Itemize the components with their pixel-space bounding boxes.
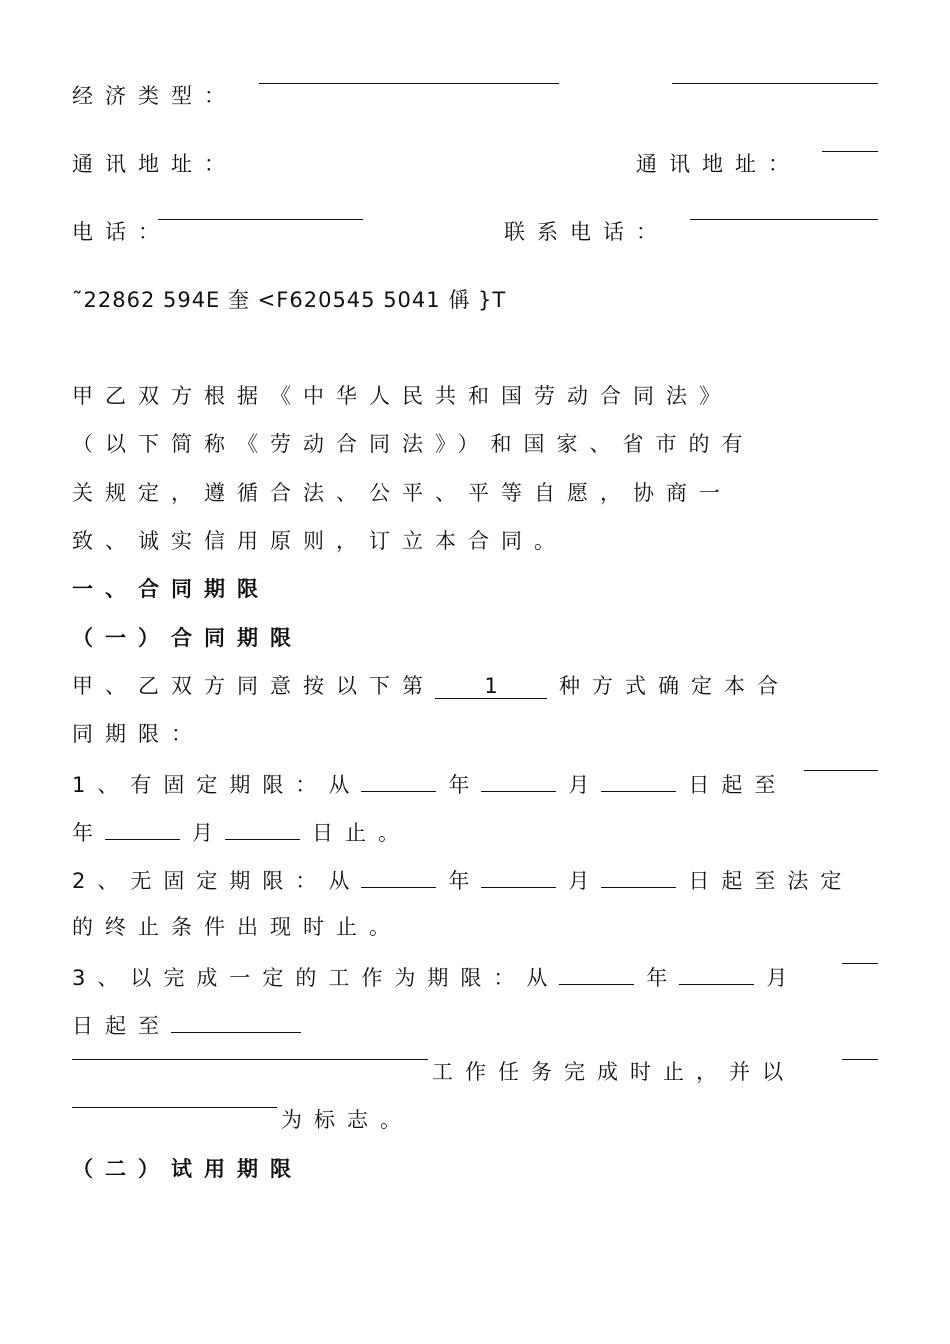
subsection-heading-term: （一）合同期限 [72,626,303,650]
opt3-task-blank[interactable] [72,1058,428,1060]
day-from-to-label: 日起至 [688,773,788,797]
option-2-line-2: 的终止条件出现时止。 [72,915,402,939]
contact-phone-label: 联系电话： [504,220,669,244]
economic-type-blank-right[interactable] [672,82,878,84]
opt1-month-to[interactable] [105,819,180,840]
option-3-label: 3、以完成一定的工作为期限：从 [72,966,560,990]
choice-line-2: 同期限： [72,722,204,746]
opt1-month-from[interactable] [481,771,556,792]
address-label-left: 通讯地址： [72,152,237,176]
month-label: 月 [568,869,602,893]
phone-blank-left[interactable] [158,218,363,220]
phone-row-left [72,220,171,244]
option-1-row-2 [72,819,411,845]
opt2-year-from[interactable] [361,867,436,888]
preamble-line-2: （以下简称《劳动合同法》）和国家、省市的有 [72,432,755,456]
garbled-text: ˜22862 594E 奎 <F620545 5041 偁 }T [72,288,507,312]
address-label-right: 通讯地址： [636,152,801,176]
preamble-line-4: 致、诚实信用原则，订立本合同。 [72,529,567,553]
option-2-label: 2、无固定期限：从 [72,869,362,893]
year-label: 年 [448,773,482,797]
preamble-line-1: 甲乙双方根据《中华人民共和国劳动合同法》 [72,384,732,408]
month-label: 月 [192,821,225,845]
opt2-day-from[interactable] [601,867,676,888]
year-label: 年 [72,821,105,845]
choice-pre: 甲、乙双方同意按以下第 [72,674,435,698]
preamble-line-3: 关规定，遵循合法、公平、平等自愿，协商一 [72,481,732,505]
opt3-day-label: 日起至 [72,1014,171,1038]
economic-type-blank[interactable] [259,82,559,84]
year-label: 年 [448,869,482,893]
phone-label-left: 电话： [72,220,171,244]
opt3-mark-label: 为标志。 [281,1108,413,1132]
economic-type-label: 经济类型： [72,84,237,108]
opt3-day-to[interactable] [171,1012,301,1033]
opt3-mark-blank-right[interactable] [842,1058,878,1060]
opt2-month-from[interactable] [481,867,556,888]
economic-type-row [72,84,237,108]
opt3-year-from[interactable] [559,964,634,985]
choice-post: 种方式确定本合 [559,674,790,698]
year-label: 年 [646,966,680,990]
opt1-day-from[interactable] [601,771,676,792]
address-blank-right[interactable] [822,150,878,152]
opt3-mark-blank[interactable] [72,1106,277,1108]
choice-row [72,674,790,699]
option-3-row [72,964,799,990]
opt2-tail: 日起至法定 [688,869,854,893]
opt1-day-to[interactable] [225,819,300,840]
option-3-row-2 [72,1012,313,1038]
contact-phone-blank[interactable] [690,218,878,220]
day-end-label: 日止。 [312,821,411,845]
option-1-label: 1、有固定期限：从 [72,773,362,797]
opt3-day-from-blank[interactable] [842,962,878,964]
option-2-row [72,867,853,893]
month-label: 月 [568,773,602,797]
section-heading-term: 一、合同期限 [72,577,270,601]
opt1-year-from[interactable] [361,771,436,792]
choice-value[interactable]: 1 [435,674,547,699]
address-row-left [72,152,237,176]
month-label: 月 [766,966,800,990]
subsection-heading-probation: （二）试用期限 [72,1157,303,1181]
opt3-task-label: 工作任务完成时止，并以 [432,1060,795,1084]
opt1-year-to-blank[interactable] [804,769,878,771]
option-1-row [72,771,787,797]
opt3-month-from[interactable] [679,964,754,985]
